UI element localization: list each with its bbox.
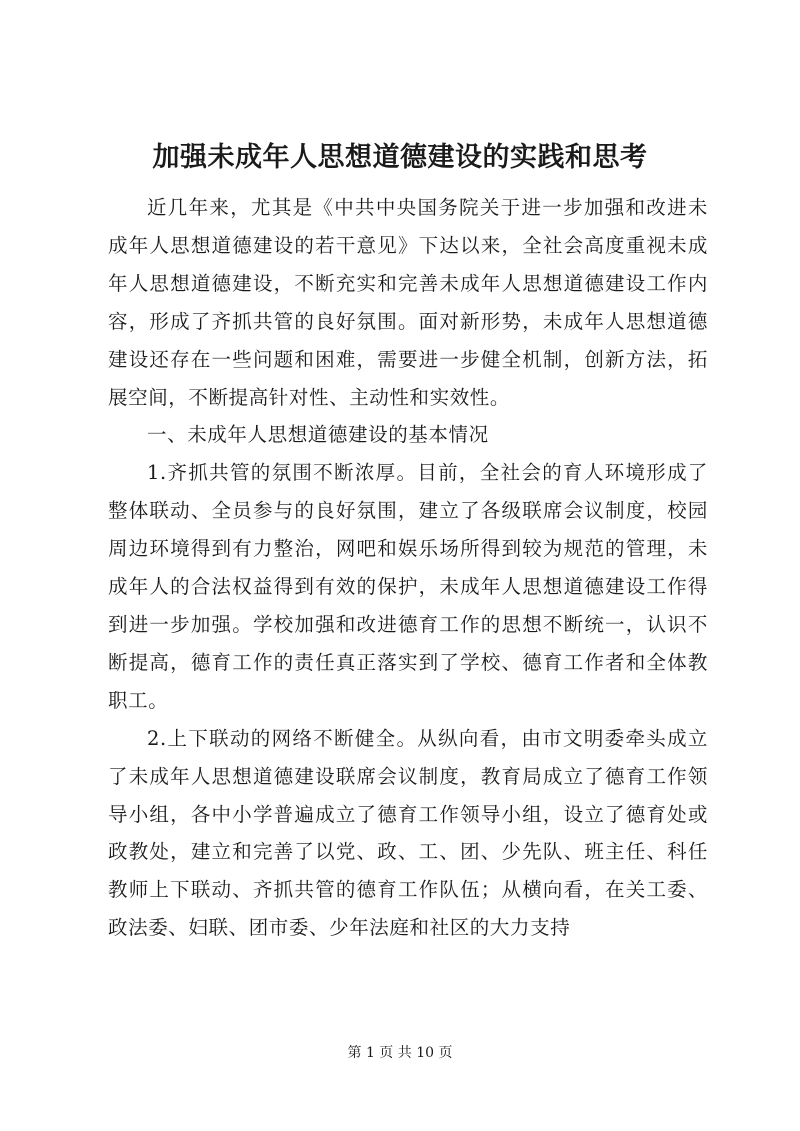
page-number-footer: 第 1 页 共 10 页 xyxy=(347,1045,453,1061)
document-title: 加强未成年人思想道德建设的实践和思考 xyxy=(152,142,648,173)
section-heading: 一、未成年人思想道德建设的基本情况 xyxy=(147,423,489,447)
section-paragraph-1: 1.齐抓共管的氛围不断浓厚。目前，全社会的育人环境形成了整体联动、全员参与的良好氛围，建立了各级联席会议制度，校园周边环境得到有力整治，网吧和娱乐场所得到较为规范的管理，未成年人的合法权益得到有效的保护，未成年人思想道德建设工作得到进一步加强。学校加强和改进德育工作的思想不断统一，认识不断提高，德育工作的责任真正落实到了学校、德育工作者和全体教职工。 xyxy=(108,461,708,712)
section-paragraph-2: 2.上下联动的网络不断健全。从纵向看，由市文明委牵头成立了未成年人思想道德建设联席会议制度，教育局成立了德育工作领导小组，各中小学普遍成立了德育工作领导小组，设立了德育处或政教处，建立和完善了以党、政、工、团、少先队、班主任、科任教师上下联动、齐抓共管的德育工作队伍；从横向看，在关工委、政法委、妇联、团市委、少年法庭和社区的大力支持 xyxy=(108,726,708,940)
document-body xyxy=(108,189,708,947)
intro-paragraph: 近几年来，尤其是《中共中央国务院关于进一步加强和改进未成年人思想道德建设的若干意见》下达以来，全社会高度重视未成年人思想道德建设，不断充实和完善未成年人思想道德建设工作内容，形成了齐抓共管的良好氛围。面对新形势，未成年人思想道德建设还存在一些问题和困难，需要进一步健全机制，创新方法，拓展空间，不断提高针对性、主动性和实效性。 xyxy=(108,196,708,409)
